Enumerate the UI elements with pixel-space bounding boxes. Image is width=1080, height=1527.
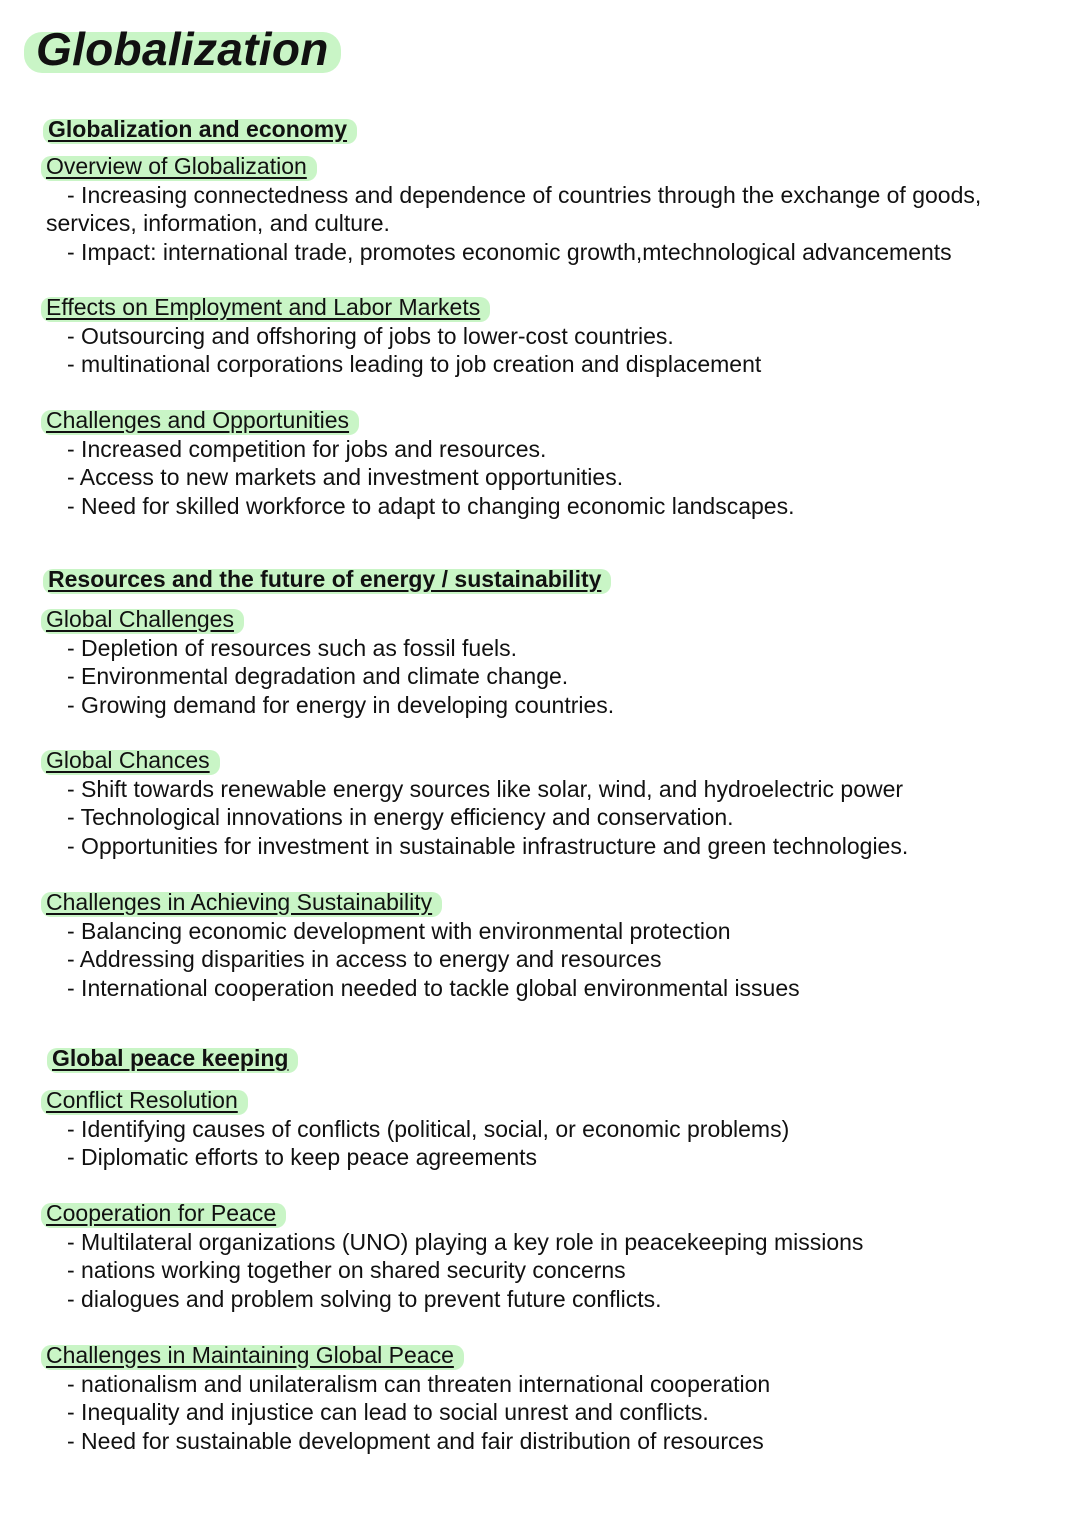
list-item: - Opportunities for investment in sustainable infrastructure and green technologies. xyxy=(67,832,909,859)
list-item: - Diplomatic efforts to keep peace agreements xyxy=(67,1144,538,1171)
list-item: - nations working together on shared security concerns xyxy=(67,1257,626,1284)
list-item: - Addressing disparities in access to energy and resources xyxy=(67,946,662,973)
subsection-heading-employment: Effects on Employment and Labor Markets xyxy=(46,294,481,320)
list-item: - Identifying causes of conflicts (political, social, or economic problems) xyxy=(67,1116,790,1142)
subsection-heading-conflict-resolution: Conflict Resolution xyxy=(46,1087,238,1113)
list-item: - Increased competition for jobs and resources. xyxy=(67,436,547,462)
subsection-heading-challenges-opportunities: Challenges and Opportunities xyxy=(46,407,350,433)
list-item: - Multilateral organizations (UNO) playing a key role in peacekeeping missions xyxy=(67,1229,864,1255)
section-heading-energy: Resources and the future of energy / sustainability xyxy=(48,566,602,592)
bullet-list-employment xyxy=(46,322,1046,379)
bullet-list-overview xyxy=(46,181,1046,266)
bullet-list-maintaining-peace xyxy=(46,1370,1046,1455)
list-item: - Impact: international trade, promotes economic growth,mtechnological advancements xyxy=(67,238,952,265)
subsection-heading-overview: Overview of Globalization xyxy=(46,153,307,179)
section-heading-peace: Global peace keeping xyxy=(52,1045,289,1071)
list-item: - dialogues and problem solving to prevent future conflicts. xyxy=(67,1285,662,1312)
bullet-list-cooperation xyxy=(46,1228,1046,1313)
list-item: - multinational corporations leading to job creation and displacement xyxy=(67,351,762,378)
list-item: - Inequality and injustice can lead to social unrest and conflicts. xyxy=(67,1399,709,1426)
list-item: - Depletion of resources such as fossil fuels. xyxy=(67,635,517,661)
list-item: - International cooperation needed to tackle global environmental issues xyxy=(67,974,800,1001)
list-item: - Shift towards renewable energy sources like solar, wind, and hydroelectric power xyxy=(67,776,904,802)
subsection-heading-maintaining-peace: Challenges in Maintaining Global Peace xyxy=(46,1342,454,1368)
bullet-list-global-chances xyxy=(46,775,1046,860)
list-item: - Environmental degradation and climate change. xyxy=(67,663,569,690)
list-item-continuation: services, information, and culture. xyxy=(46,210,390,237)
list-item: - nationalism and unilateralism can threaten international cooperation xyxy=(67,1371,771,1397)
list-item: - Need for skilled workforce to adapt to changing economic landscapes. xyxy=(67,492,795,519)
page-title: Globalization xyxy=(36,23,329,75)
bullet-list-global-challenges xyxy=(46,634,1046,719)
list-item: - Outsourcing and offshoring of jobs to lower-cost countries. xyxy=(67,323,674,349)
bullet-list-sustainability xyxy=(46,917,1046,1002)
list-item: - Increasing connectedness and dependence of countries through the exchange of goods, xyxy=(67,182,982,208)
list-item: - Need for sustainable development and fair distribution of resources xyxy=(67,1427,764,1454)
list-item: - Balancing economic development with environmental protection xyxy=(67,918,731,944)
subsection-heading-global-challenges: Global Challenges xyxy=(46,606,234,632)
list-item: - Technological innovations in energy efficiency and conservation. xyxy=(67,804,734,831)
bullet-list-challenges-opportunities xyxy=(46,435,1046,520)
list-item: - Growing demand for energy in developing countries. xyxy=(67,691,615,718)
list-item: - Access to new markets and investment opportunities. xyxy=(67,464,624,491)
subsection-heading-sustainability: Challenges in Achieving Sustainability xyxy=(46,889,433,915)
section-heading-economy: Globalization and economy xyxy=(48,116,348,142)
subsection-heading-global-chances: Global Chances xyxy=(46,747,210,773)
subsection-heading-cooperation: Cooperation for Peace xyxy=(46,1200,277,1226)
bullet-list-conflict-resolution xyxy=(46,1115,1046,1172)
